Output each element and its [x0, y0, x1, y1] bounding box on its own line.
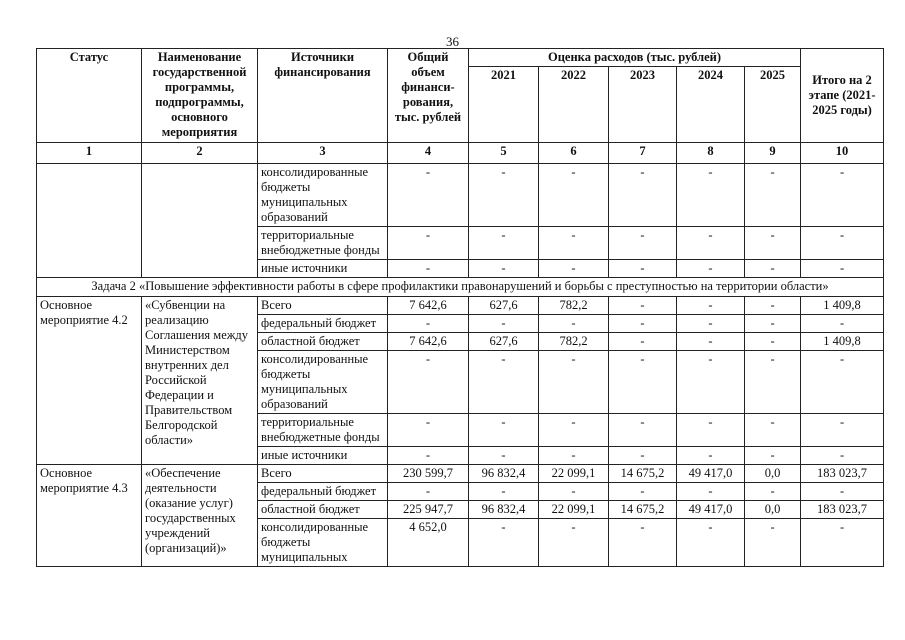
column-number: 3 [258, 143, 388, 164]
value-cell: - [745, 351, 801, 414]
header-status: Статус [37, 49, 142, 143]
column-number: 8 [677, 143, 745, 164]
value-cell: 183 023,7 [801, 465, 884, 483]
source-cell: иные источники [258, 447, 388, 465]
value-cell: - [745, 315, 801, 333]
value-cell: - [539, 483, 609, 501]
value-cell: - [469, 447, 539, 465]
name-cell-empty [142, 164, 258, 278]
column-number: 6 [539, 143, 609, 164]
column-number: 2 [142, 143, 258, 164]
header-stage-total: Итого на 2 этапе (2021-2025 годы) [801, 49, 884, 143]
column-number: 9 [745, 143, 801, 164]
value-cell: - [677, 447, 745, 465]
value-cell: - [677, 333, 745, 351]
value-cell: - [609, 351, 677, 414]
value-cell: - [677, 297, 745, 315]
value-cell: - [539, 519, 609, 567]
value-cell: 96 832,4 [469, 465, 539, 483]
source-cell: консолидированные бюджеты муниципальных образований [258, 164, 388, 227]
column-number: 10 [801, 143, 884, 164]
value-cell: - [801, 315, 884, 333]
source-cell: областной бюджет [258, 501, 388, 519]
value-cell: 14 675,2 [609, 465, 677, 483]
value-cell: - [677, 483, 745, 501]
status-cell-empty [37, 164, 142, 278]
table-row [37, 297, 884, 315]
value-cell: 0,0 [745, 501, 801, 519]
value-cell: 4 652,0 [388, 519, 469, 567]
header-year: 2025 [745, 67, 801, 143]
value-cell: - [677, 351, 745, 414]
column-number: 4 [388, 143, 469, 164]
value-cell: - [677, 315, 745, 333]
measure-name: «Субвенции на реализацию Соглашения между Министерством внутренних дел Российской Федерации и Правительством Белгородской области» [142, 297, 258, 465]
value-cell: - [539, 447, 609, 465]
value-cell: - [388, 227, 469, 260]
value-cell: 0,0 [745, 465, 801, 483]
table-row [37, 164, 884, 227]
value-cell: - [745, 483, 801, 501]
value-cell: 22 099,1 [539, 501, 609, 519]
source-cell: иные источники [258, 260, 388, 278]
value-cell: - [677, 260, 745, 278]
page-number: 36 [446, 34, 459, 49]
value-cell: - [609, 227, 677, 260]
value-cell: - [388, 351, 469, 414]
task-row [37, 278, 884, 297]
value-cell: - [801, 447, 884, 465]
source-cell: консолидированные бюджеты муниципальных [258, 519, 388, 567]
header-year: 2022 [539, 67, 609, 143]
header-estimate: Оценка расходов (тыс. рублей) [469, 49, 801, 67]
column-number: 1 [37, 143, 142, 164]
measure-name: «Обеспечение деятельности (оказание услуг) государственных учреждений (организаций)» [142, 465, 258, 567]
source-cell: Всего [258, 297, 388, 315]
header-sources: Источники финансирования [258, 49, 388, 143]
value-cell: - [801, 414, 884, 447]
value-cell: - [388, 315, 469, 333]
value-cell: 782,2 [539, 297, 609, 315]
value-cell: - [677, 519, 745, 567]
value-cell: - [609, 164, 677, 227]
value-cell: - [801, 164, 884, 227]
source-cell: консолидированные бюджеты муниципальных образований [258, 351, 388, 414]
value-cell: 7 642,6 [388, 297, 469, 315]
value-cell: - [609, 260, 677, 278]
value-cell: - [609, 315, 677, 333]
column-number: 5 [469, 143, 539, 164]
task-title: Задача 2 «Повышение эффективности работы в сфере профилактики правонарушений и борьбы с преступностью на территории области» [37, 278, 884, 297]
value-cell: - [745, 260, 801, 278]
value-cell: - [609, 297, 677, 315]
value-cell: - [801, 227, 884, 260]
value-cell: 230 599,7 [388, 465, 469, 483]
value-cell: - [539, 260, 609, 278]
value-cell: - [609, 414, 677, 447]
source-cell: территориальные внебюджетные фонды [258, 227, 388, 260]
value-cell: - [469, 483, 539, 501]
value-cell: 225 947,7 [388, 501, 469, 519]
value-cell: 49 417,0 [677, 465, 745, 483]
value-cell: - [801, 260, 884, 278]
source-cell: территориальные внебюджетные фонды [258, 414, 388, 447]
header-total-volume: Общий объем финанси-рования, тыс. рублей [388, 49, 469, 143]
value-cell: - [745, 414, 801, 447]
value-cell: 627,6 [469, 333, 539, 351]
header-year: 2023 [609, 67, 677, 143]
value-cell: - [801, 519, 884, 567]
value-cell: - [469, 519, 539, 567]
value-cell: - [745, 227, 801, 260]
value-cell: - [469, 315, 539, 333]
value-cell: 14 675,2 [609, 501, 677, 519]
value-cell: - [609, 519, 677, 567]
value-cell: 183 023,7 [801, 501, 884, 519]
value-cell: - [677, 414, 745, 447]
value-cell: - [539, 414, 609, 447]
column-number: 7 [609, 143, 677, 164]
header-row-1 [37, 49, 884, 67]
measure-status: Основное мероприятие 4.2 [37, 297, 142, 465]
value-cell: - [469, 260, 539, 278]
value-cell: - [801, 351, 884, 414]
value-cell: - [539, 315, 609, 333]
header-program-name: Наименование государственной программы, подпрограммы, основного мероприятия [142, 49, 258, 143]
value-cell: - [469, 164, 539, 227]
source-cell: федеральный бюджет [258, 483, 388, 501]
value-cell: - [539, 164, 609, 227]
value-cell: 627,6 [469, 297, 539, 315]
value-cell: - [469, 227, 539, 260]
value-cell: - [388, 260, 469, 278]
value-cell: - [745, 164, 801, 227]
value-cell: - [469, 351, 539, 414]
value-cell: - [469, 414, 539, 447]
value-cell: - [388, 447, 469, 465]
value-cell: - [539, 351, 609, 414]
value-cell: - [745, 447, 801, 465]
column-number-row [37, 143, 884, 164]
value-cell: 7 642,6 [388, 333, 469, 351]
header-year: 2024 [677, 67, 745, 143]
value-cell: - [677, 164, 745, 227]
value-cell: - [745, 333, 801, 351]
value-cell: - [677, 227, 745, 260]
value-cell: - [801, 483, 884, 501]
header-year: 2021 [469, 67, 539, 143]
value-cell: 49 417,0 [677, 501, 745, 519]
measure-status: Основное мероприятие 4.3 [37, 465, 142, 567]
value-cell: 96 832,4 [469, 501, 539, 519]
value-cell: - [609, 483, 677, 501]
source-cell: федеральный бюджет [258, 315, 388, 333]
value-cell: - [609, 333, 677, 351]
value-cell: 1 409,8 [801, 333, 884, 351]
value-cell: 1 409,8 [801, 297, 884, 315]
value-cell: - [609, 447, 677, 465]
value-cell: - [388, 414, 469, 447]
value-cell: - [539, 227, 609, 260]
table-row [37, 465, 884, 483]
value-cell: - [388, 164, 469, 227]
budget-table [36, 48, 884, 567]
source-cell: областной бюджет [258, 333, 388, 351]
value-cell: 782,2 [539, 333, 609, 351]
source-cell: Всего [258, 465, 388, 483]
value-cell: - [745, 297, 801, 315]
value-cell: - [388, 483, 469, 501]
value-cell: 22 099,1 [539, 465, 609, 483]
value-cell: - [745, 519, 801, 567]
